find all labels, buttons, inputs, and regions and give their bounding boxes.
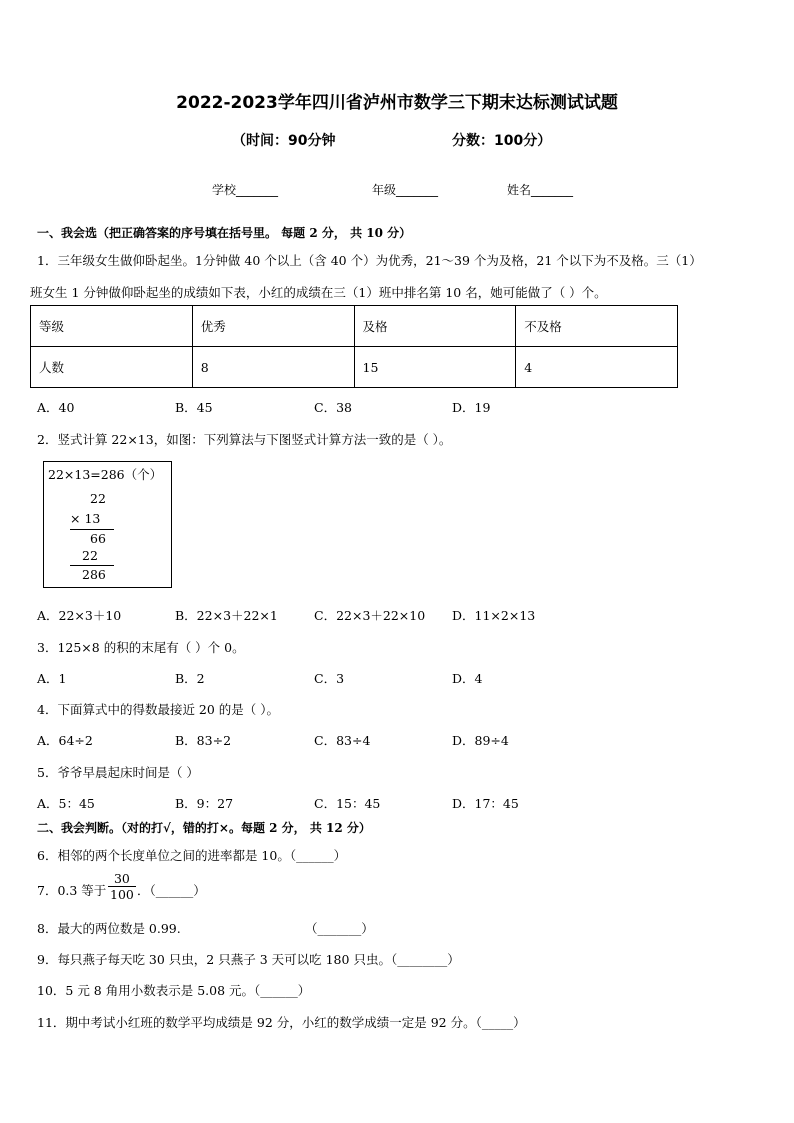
calc-header: 22×13=286（个） — [48, 467, 163, 482]
table-cell: 15 — [354, 347, 516, 388]
q4-option-c: C．83÷4 — [314, 733, 371, 748]
q3-text: 3．125×8 的积的末尾有（ ）个 0。 — [37, 640, 245, 655]
q10-text: 10．5 元 8 角用小数表示是 5.08 元。（______） — [37, 983, 311, 998]
q8-blank: （_______） — [305, 921, 374, 936]
q1-line1: 1．三年级女生做仰卧起坐。1分钟做 40 个以上（含 40 个）为优秀，21～39 个为及格，21 个以下为不及格。三（1） — [37, 253, 702, 268]
name-field: 姓名_______ — [507, 183, 574, 197]
q1-line2: 班女生 1 分钟做仰卧起坐的成绩如下表，小红的成绩在三（1）班中排名第 10 名，她可能做了（ ）个。 — [30, 285, 607, 300]
q1-option-c: C．38 — [314, 400, 352, 415]
calc-multiplier: × 13 — [70, 511, 101, 526]
calc-product: 286 — [82, 567, 106, 582]
section1-heading: 一、我会选（把正确答案的序号填在括号里。 每题 2 分， 共 10 分） — [37, 226, 412, 240]
q2-option-a: A．22×3＋10 — [37, 608, 122, 623]
q4-option-b: B．83÷2 — [175, 733, 232, 748]
grade-table — [30, 305, 678, 388]
q4-text: 4．下面算式中的得数最接近 20 的是（ ）。 — [37, 702, 280, 717]
table-cell: 人数 — [31, 347, 193, 388]
q2-option-b: B．22×3＋22×1 — [175, 608, 278, 623]
q4-option-d: D．89÷4 — [452, 733, 509, 748]
q7-denominator: 100 — [110, 887, 134, 902]
table-cell: 8 — [192, 347, 354, 388]
q1-option-b: B．45 — [175, 400, 213, 415]
q7-fraction — [108, 871, 136, 902]
table-cell: 及格 — [354, 306, 516, 347]
q7-prefix: 7．0.3 等于 — [37, 883, 107, 898]
table-cell: 不及格 — [516, 306, 678, 347]
q9-text: 9．每只燕子每天吃 30 只虫，2 只燕子 3 天可以吃 180 只虫。（________） — [37, 952, 460, 967]
q5-option-a: A．5：45 — [37, 796, 95, 811]
q3-option-b: B．2 — [175, 671, 205, 686]
grade-field: 年级_______ — [372, 183, 439, 197]
q1-option-d: D．19 — [452, 400, 491, 415]
q3-option-d: D．4 — [452, 671, 483, 686]
table-cell: 4 — [516, 347, 678, 388]
q7-suffix: ．（______） — [137, 883, 206, 898]
q3-option-c: C．3 — [314, 671, 345, 686]
q8-text: 8．最大的两位数是 0.99. — [37, 921, 181, 936]
q11-text: 11．期中考试小红班的数学平均成绩是 92 分，小红的数学成绩一定是 92 分。（_____） — [37, 1015, 526, 1030]
q2-option-d: D．11×2×13 — [452, 608, 536, 623]
q7-numerator: 30 — [108, 871, 136, 887]
school-field: 学校_______ — [212, 183, 279, 197]
exam-time: （时间：90分钟 — [232, 133, 336, 149]
q3-option-a: A．1 — [37, 671, 67, 686]
q1-option-a: A．40 — [37, 400, 75, 415]
q6-text: 6．相邻的两个长度单位之间的进率都是 10。（______） — [37, 848, 347, 863]
q5-text: 5．爷爷早晨起床时间是（ ） — [37, 765, 199, 780]
q2-text: 2．竖式计算 22×13，如图：下列算法与下图竖式计算方法一致的是（ ）。 — [37, 432, 452, 447]
table-cell: 优秀 — [192, 306, 354, 347]
q5-option-b: B．9：27 — [175, 796, 234, 811]
page-title: 2022-2023学年四川省泸州市数学三下期末达标测试试题 — [176, 93, 618, 113]
q5-option-c: C．15：45 — [314, 796, 381, 811]
table-header-row — [31, 306, 678, 347]
q5-option-d: D．17：45 — [452, 796, 519, 811]
table-cell: 等级 — [31, 306, 193, 347]
q2-option-c: C．22×3＋22×10 — [314, 608, 426, 623]
calc-partial-1: 66 — [90, 531, 106, 546]
section2-heading: 二、我会判断。（对的打√，错的打×。每题 2 分， 共 12 分） — [37, 821, 371, 835]
calc-rule-2 — [70, 565, 114, 566]
vertical-calculation-box — [43, 461, 172, 588]
exam-score: 分数：100分） — [452, 133, 552, 149]
q4-option-a: A．64÷2 — [37, 733, 93, 748]
calc-rule-1 — [70, 529, 114, 530]
calc-multiplicand: 22 — [90, 491, 106, 506]
table-row — [31, 347, 678, 388]
calc-partial-2: 22 — [82, 548, 98, 563]
